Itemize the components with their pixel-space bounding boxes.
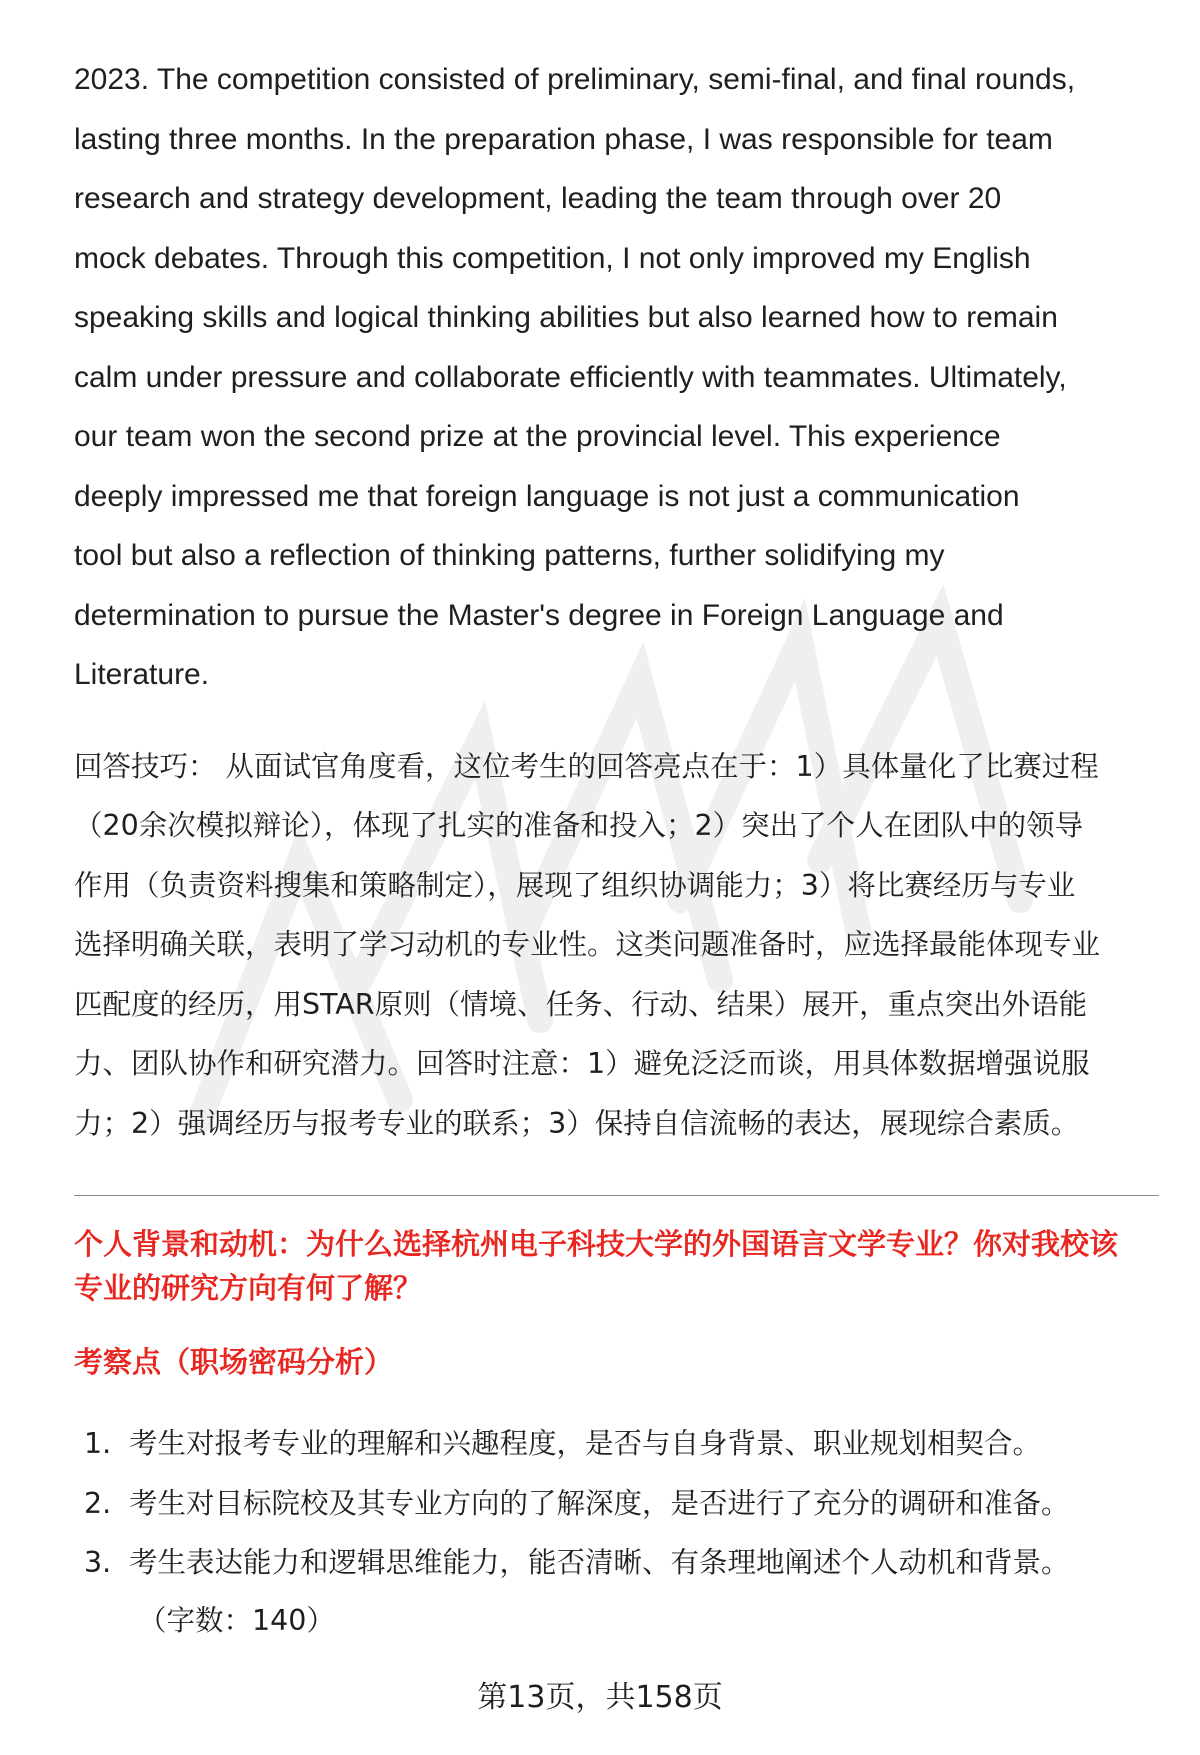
paragraph-line: 回答技巧： 从面试官角度看，这位考生的回答亮点在于：1）具体量化了比赛过程: [74, 749, 1099, 783]
paragraph-line: 2023. The competition consisted of preliminary, semi-final, and final rounds,: [74, 63, 1076, 96]
list-item-number: 3.: [84, 1546, 112, 1579]
question-line: 专业的研究方向有何了解？: [74, 1271, 423, 1305]
english-answer-paragraph: [74, 50, 1159, 705]
question-line: 个人背景和动机：为什么选择杭州电子科技大学的外国语言文学专业？你对我校该: [74, 1227, 1119, 1261]
paragraph-line: 选择明确关联，表明了学习动机的专业性。这类问题准备时，应选择最能体现专业: [74, 928, 1101, 961]
list-item-text: 考生对目标院校及其专业方向的了解深度，是否进行了充分的调研和准备。: [129, 1486, 1070, 1520]
paragraph-line: （20余次模拟辩论），体现了扎实的准备和投入；2）突出了个人在团队中的领导: [74, 809, 1084, 842]
paragraph-line: Literature.: [74, 658, 210, 691]
paragraph-line: calm under pressure and collaborate efficiently with teammates. Ultimately,: [74, 360, 1067, 394]
section-divider: [74, 1195, 1159, 1196]
list-item: [74, 1474, 1159, 1534]
list-item: [74, 1533, 1159, 1593]
list-item-text: 考生对报考专业的理解和兴趣程度，是否与自身背景、职业规划相契合。: [129, 1427, 1042, 1460]
answer-tips-paragraph: [74, 737, 1159, 1154]
list-item-number: 2.: [84, 1486, 112, 1520]
question-heading: [74, 1222, 1159, 1310]
assessment-points-list: [74, 1414, 1159, 1593]
paragraph-line: determination to pursue the Master's degree in Foreign Language and: [74, 598, 1004, 632]
paragraph-line: tool but also a reflection of thinking patterns, further solidifying my: [74, 539, 945, 572]
paragraph-line: 力、团队协作和研究潜力。回答时注意：1）避免泛泛而谈，用具体数据增强说服: [74, 1047, 1090, 1080]
paragraph-line: mock debates. Through this competition, I not only improved my English: [74, 241, 1031, 275]
assessment-points-heading: 考察点（职场密码分析）: [74, 1345, 394, 1379]
list-item-text: 考生表达能力和逻辑思维能力，能否清晰、有条理地阐述个人动机和背景。: [129, 1546, 1070, 1579]
page-number-footer: 第13页，共158页: [477, 1680, 723, 1715]
paragraph-line: our team won the second prize at the provincial level. This experience: [74, 420, 1001, 453]
list-item: [74, 1414, 1159, 1474]
list-item-number: 1.: [84, 1427, 112, 1460]
paragraph-line: speaking skills and logical thinking abilities but also learned how to remain: [74, 301, 1058, 334]
paragraph-line: research and strategy development, leading the team through over 20: [74, 182, 1002, 215]
word-count: （字数：140）: [138, 1603, 335, 1637]
paragraph-line: lasting three months. In the preparation phase, I was responsible for team: [74, 122, 1053, 156]
paragraph-line: 作用（负责资料搜集和策略制定），展现了组织协调能力；3）将比赛经历与专业: [74, 868, 1076, 902]
main-content: [74, 50, 1159, 1649]
paragraph-line: 匹配度的经历，用STAR原则（情境、任务、行动、结果）展开，重点突出外语能: [74, 987, 1088, 1021]
paragraph-line: deeply impressed me that foreign language is not just a communication: [74, 479, 1020, 513]
paragraph-line: 力；2）强调经历与报考专业的联系；3）保持自信流畅的表达，展现综合素质。: [74, 1106, 1080, 1140]
